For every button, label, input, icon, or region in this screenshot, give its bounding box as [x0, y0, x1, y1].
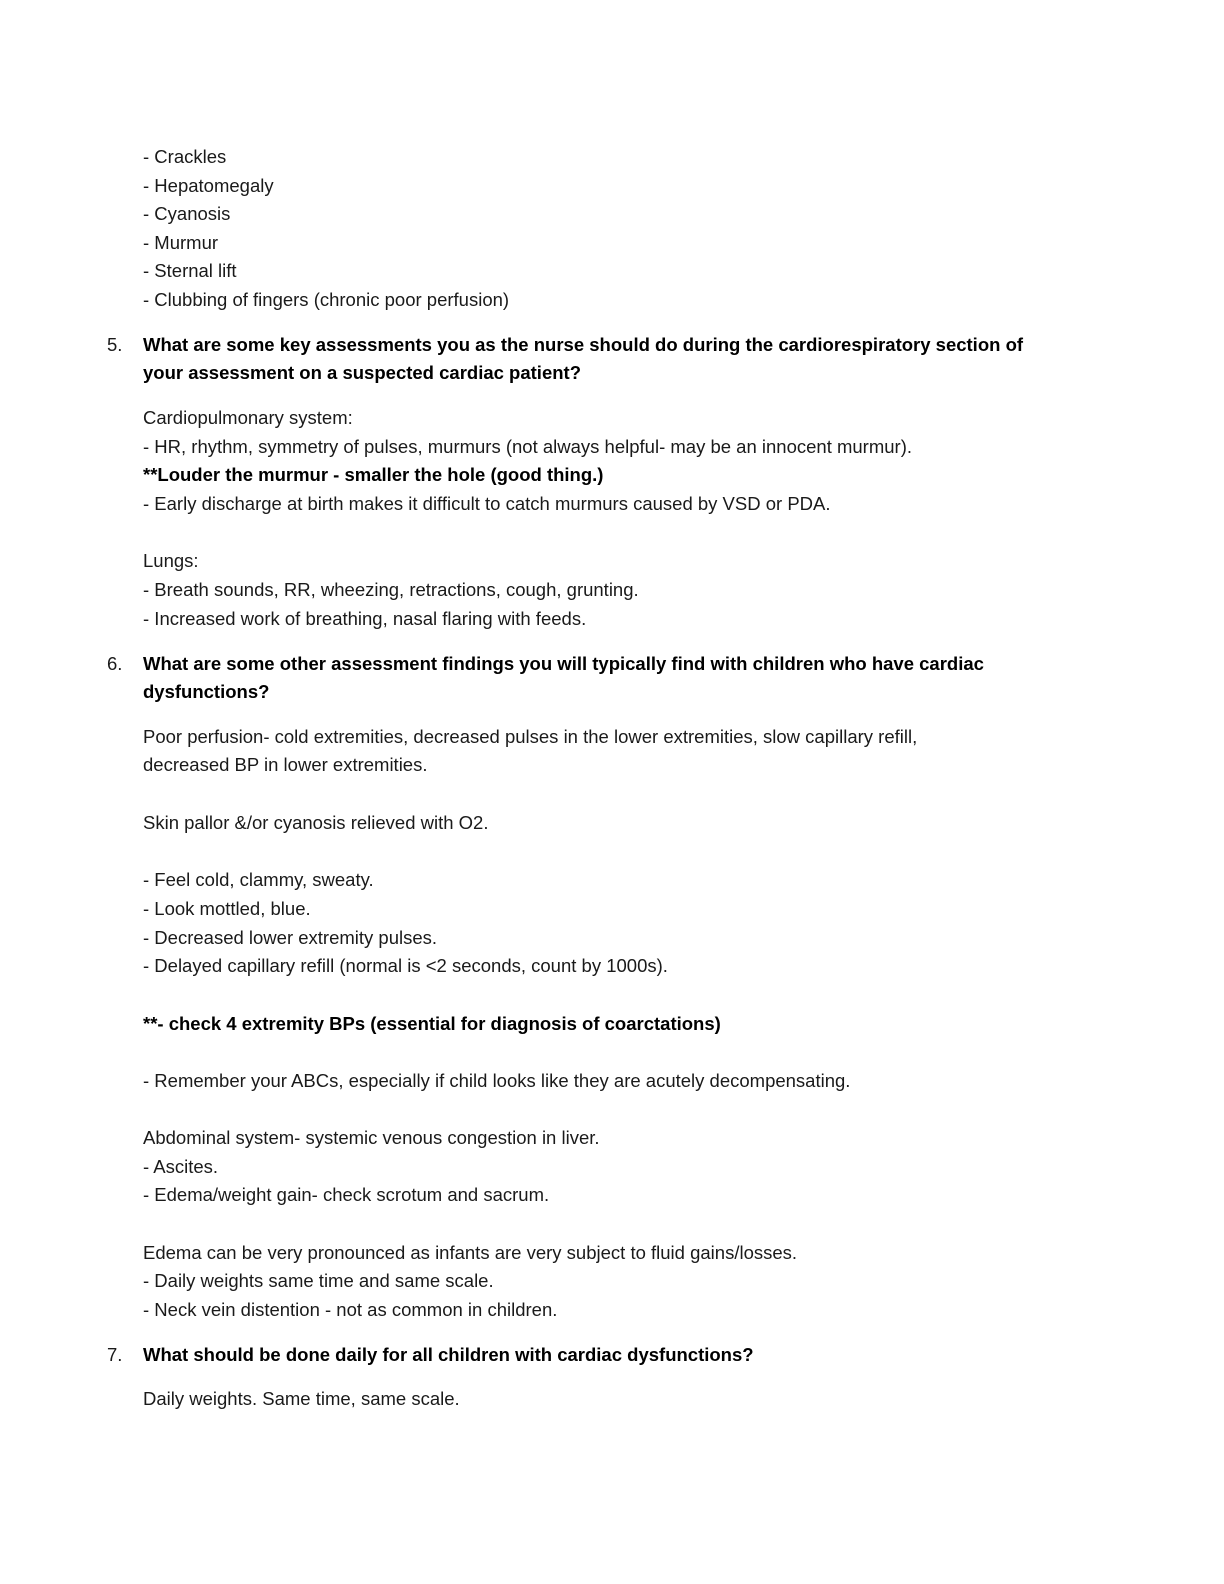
paragraph: - Remember your ABCs, especially if child looks like they are acutely decompensating. — [143, 1070, 851, 1091]
section-heading: Lungs: — [143, 550, 199, 571]
question-number: 6. — [107, 653, 123, 674]
list-item: - Neck vein distention - not as common in children. — [143, 1299, 558, 1320]
list-item: - Increased work of breathing, nasal flaring with feeds. — [143, 608, 587, 629]
list-item: - Hepatomegaly — [143, 175, 274, 196]
list-item: - Clubbing of fingers (chronic poor perfusion) — [143, 289, 510, 310]
list-item: - Look mottled, blue. — [143, 898, 311, 919]
list-item: - Daily weights same time and same scale. — [143, 1270, 494, 1291]
section-heading: Cardiopulmonary system: — [143, 407, 353, 428]
list-item: - Sternal lift — [143, 260, 237, 281]
emphasis-note: **- check 4 extremity BPs (essential for diagnosis of coarctations) — [143, 1013, 721, 1034]
list-item: - Ascites. — [143, 1156, 219, 1177]
list-item: - Delayed capillary refill (normal is <2 seconds, count by 1000s). — [143, 955, 668, 976]
section-heading: Abdominal system- systemic venous congestion in liver. — [143, 1127, 600, 1148]
question-text: What should be done daily for all children with cardiac dysfunctions? — [143, 1344, 754, 1365]
list-item: - Cyanosis — [143, 203, 231, 224]
emphasis-note: **Louder the murmur - smaller the hole (good thing.) — [143, 464, 604, 485]
question-text: dysfunctions? — [143, 681, 270, 702]
paragraph: Poor perfusion- cold extremities, decreased pulses in the lower extremities, slow capillary refill, — [143, 726, 918, 747]
list-item: - Edema/weight gain- check scrotum and sacrum. — [143, 1184, 550, 1205]
question-number: 7. — [107, 1344, 123, 1365]
list-item: - HR, rhythm, symmetry of pulses, murmurs (not always helpful- may be an innocent murmur). — [143, 436, 913, 457]
list-item: - Murmur — [143, 232, 219, 253]
question-text: What are some key assessments you as the nurse should do during the cardiorespiratory section of — [143, 334, 1024, 355]
list-item: - Decreased lower extremity pulses. — [143, 927, 438, 948]
list-item: - Breath sounds, RR, wheezing, retractions, cough, grunting. — [143, 579, 639, 600]
list-item: - Early discharge at birth makes it difficult to catch murmurs caused by VSD or PDA. — [143, 493, 831, 514]
question-number: 5. — [107, 334, 123, 355]
question-text: What are some other assessment findings you will typically find with children who have cardiac — [143, 653, 984, 674]
question-text: your assessment on a suspected cardiac patient? — [143, 362, 581, 383]
paragraph: Skin pallor &/or cyanosis relieved with O2. — [143, 812, 489, 833]
list-item: - Crackles — [143, 146, 227, 167]
list-item: - Feel cold, clammy, sweaty. — [143, 869, 374, 890]
answer-text: Daily weights. Same time, same scale. — [143, 1388, 460, 1409]
paragraph: decreased BP in lower extremities. — [143, 754, 428, 775]
paragraph: Edema can be very pronounced as infants are very subject to fluid gains/losses. — [143, 1242, 798, 1263]
